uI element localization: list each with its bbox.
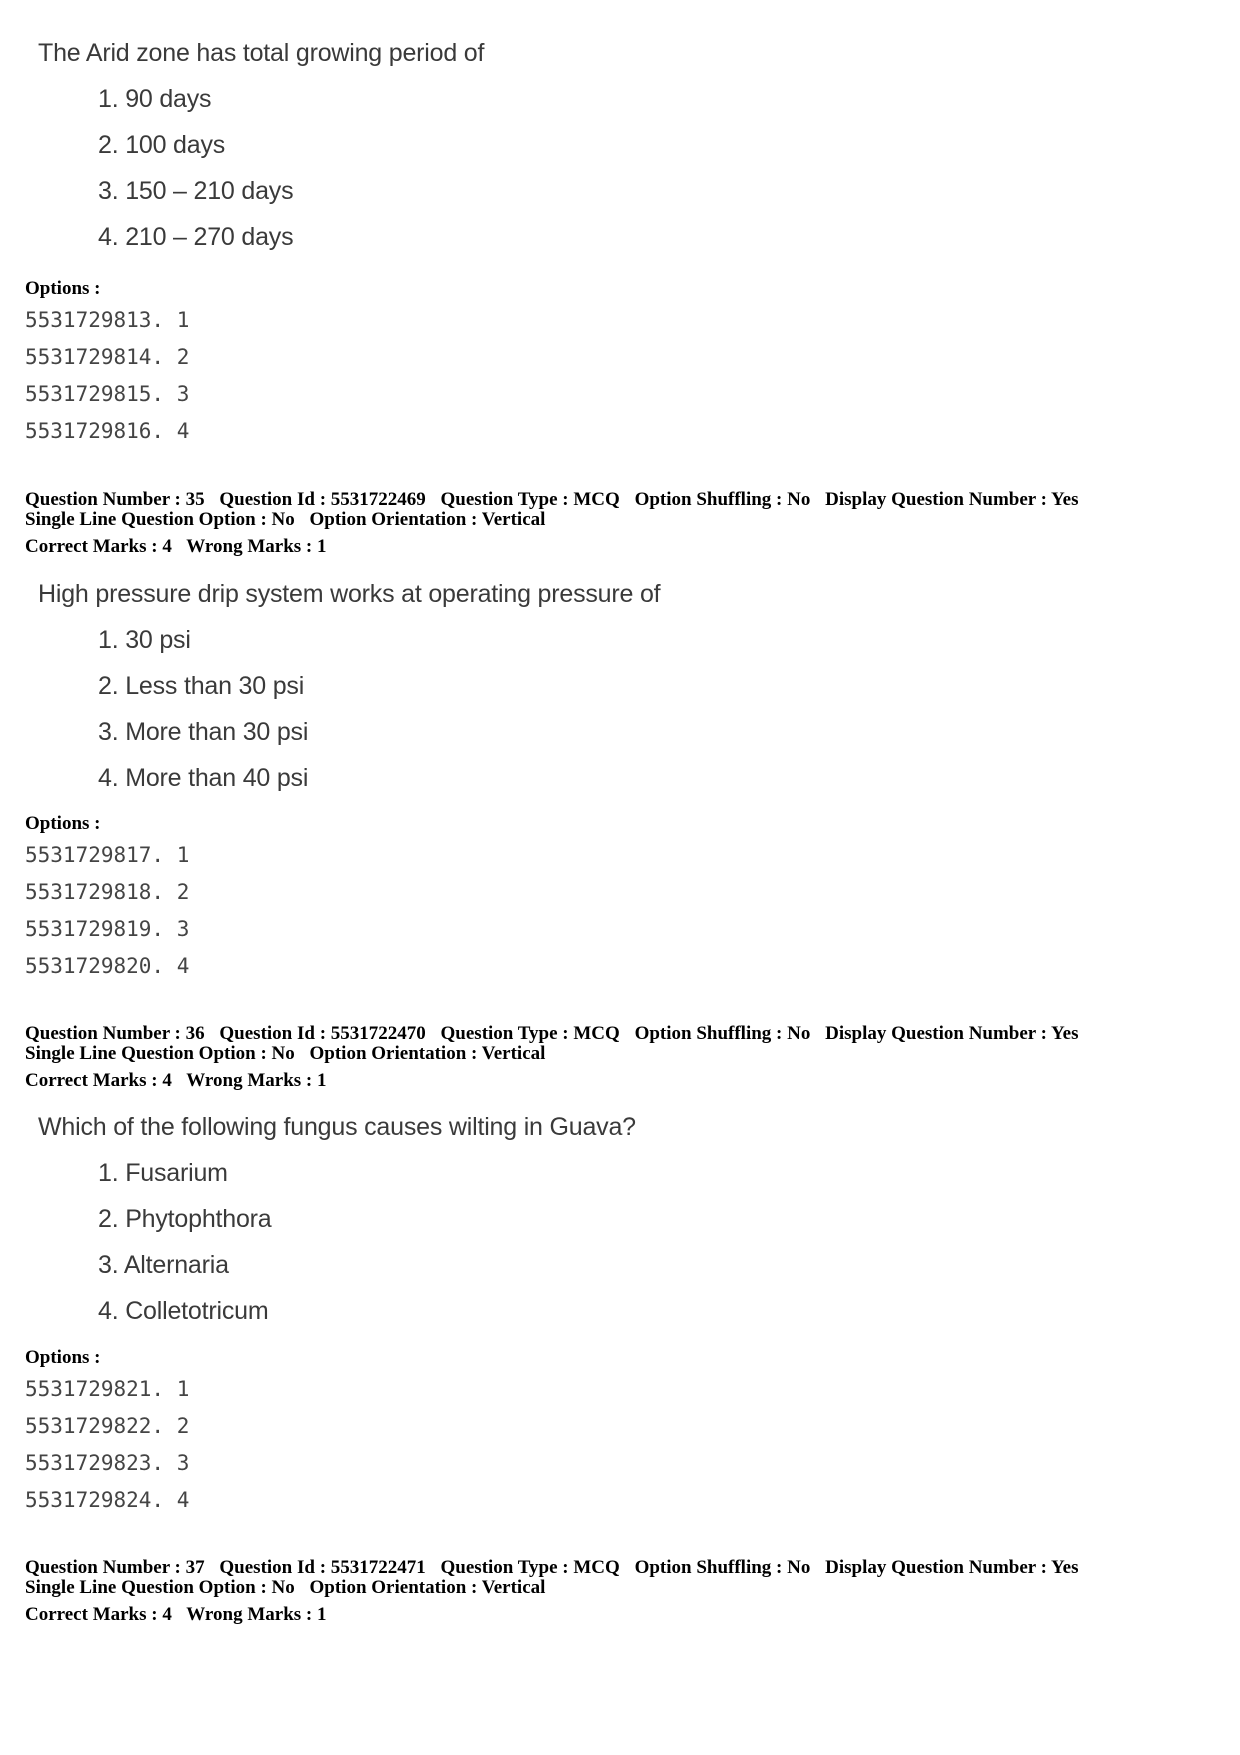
- option-orientation: Option Orientation : Vertical: [309, 509, 546, 530]
- question-number: Question Number : 37: [25, 1557, 205, 1578]
- option-id: 5531729816. 4: [25, 419, 190, 443]
- question-number: Question Number : 36: [25, 1023, 205, 1044]
- question-choices: [38, 625, 660, 793]
- option-id: 5531729824. 4: [25, 1488, 190, 1512]
- question-type: Question Type : MCQ: [440, 489, 620, 510]
- option-shuffling: Option Shuffling : No: [634, 489, 811, 510]
- option-orientation: Option Orientation : Vertical: [309, 1043, 546, 1064]
- options-label: Options :: [25, 1347, 101, 1368]
- option-shuffling: Option Shuffling : No: [634, 1023, 811, 1044]
- option-id: 5531729818. 2: [25, 880, 190, 904]
- question-type: Question Type : MCQ: [440, 1557, 620, 1578]
- question-id: Question Id : 5531722471: [219, 1557, 426, 1578]
- single-line-option: Single Line Question Option : No: [25, 1043, 295, 1064]
- choice-3: 3. 150 – 210 days: [98, 177, 294, 205]
- choice-2: 2. 100 days: [98, 131, 226, 159]
- wrong-marks: Wrong Marks : 1: [186, 1604, 327, 1625]
- option-orientation: Option Orientation : Vertical: [309, 1577, 546, 1598]
- wrong-marks: Wrong Marks : 1: [186, 536, 327, 557]
- option-id: 5531729820. 4: [25, 954, 190, 978]
- question-type: Question Type : MCQ: [440, 1023, 620, 1044]
- choice-4: 4. Colletotricum: [98, 1297, 269, 1325]
- question-marks: [25, 537, 326, 557]
- question-marks: [25, 1071, 326, 1091]
- question-image: [38, 1112, 636, 1326]
- question-id: Question Id : 5531722470: [219, 1023, 426, 1044]
- option-id-list: [25, 302, 189, 450]
- question-choices: [38, 1158, 636, 1326]
- correct-marks: Correct Marks : 4: [25, 1070, 172, 1091]
- question-number: Question Number : 35: [25, 489, 205, 510]
- option-id: 5531729817. 1: [25, 843, 190, 867]
- question-stem: Which of the following fungus causes wilting in Guava?: [38, 1113, 636, 1141]
- choice-4: 4. 210 – 270 days: [98, 223, 294, 251]
- option-shuffling: Option Shuffling : No: [634, 1557, 811, 1578]
- question-image: [38, 579, 660, 793]
- choice-3: 3. Alternaria: [98, 1251, 229, 1279]
- choice-1: 1. 30 psi: [98, 626, 191, 654]
- options-label: Options :: [25, 278, 101, 299]
- question-meta-line-1: [25, 490, 1078, 510]
- option-id: 5531729819. 3: [25, 917, 190, 941]
- correct-marks: Correct Marks : 4: [25, 1604, 172, 1625]
- correct-marks: Correct Marks : 4: [25, 536, 172, 557]
- choice-2: 2. Phytophthora: [98, 1205, 272, 1233]
- choice-3: 3. More than 30 psi: [98, 718, 309, 746]
- question-meta-line-2: [25, 1044, 545, 1064]
- choice-2: 2. Less than 30 psi: [98, 672, 305, 700]
- option-id: 5531729815. 3: [25, 382, 190, 406]
- question-meta-line-1: [25, 1024, 1078, 1044]
- option-id: 5531729821. 1: [25, 1377, 190, 1401]
- question-image: [38, 38, 484, 252]
- choice-1: 1. Fusarium: [98, 1159, 228, 1187]
- display-question-number: Display Question Number : Yes: [825, 489, 1079, 510]
- display-question-number: Display Question Number : Yes: [825, 1557, 1079, 1578]
- option-id: 5531729813. 1: [25, 308, 190, 332]
- option-id: 5531729822. 2: [25, 1414, 190, 1438]
- single-line-option: Single Line Question Option : No: [25, 1577, 295, 1598]
- option-id: 5531729814. 2: [25, 345, 190, 369]
- wrong-marks: Wrong Marks : 1: [186, 1070, 327, 1091]
- question-marks: [25, 1605, 326, 1625]
- choice-4: 4. More than 40 psi: [98, 764, 309, 792]
- display-question-number: Display Question Number : Yes: [825, 1023, 1079, 1044]
- question-meta-line-1: [25, 1558, 1078, 1578]
- question-id: Question Id : 5531722469: [219, 489, 426, 510]
- option-id: 5531729823. 3: [25, 1451, 190, 1475]
- question-meta-line-2: [25, 1578, 545, 1598]
- option-id-list: [25, 1371, 189, 1519]
- options-label: Options :: [25, 813, 101, 834]
- choice-1: 1. 90 days: [98, 85, 212, 113]
- question-meta-line-2: [25, 510, 545, 530]
- question-stem: The Arid zone has total growing period of: [38, 39, 485, 67]
- question-stem: High pressure drip system works at operating pressure of: [38, 580, 661, 608]
- question-choices: [38, 84, 484, 252]
- single-line-option: Single Line Question Option : No: [25, 509, 295, 530]
- option-id-list: [25, 837, 189, 985]
